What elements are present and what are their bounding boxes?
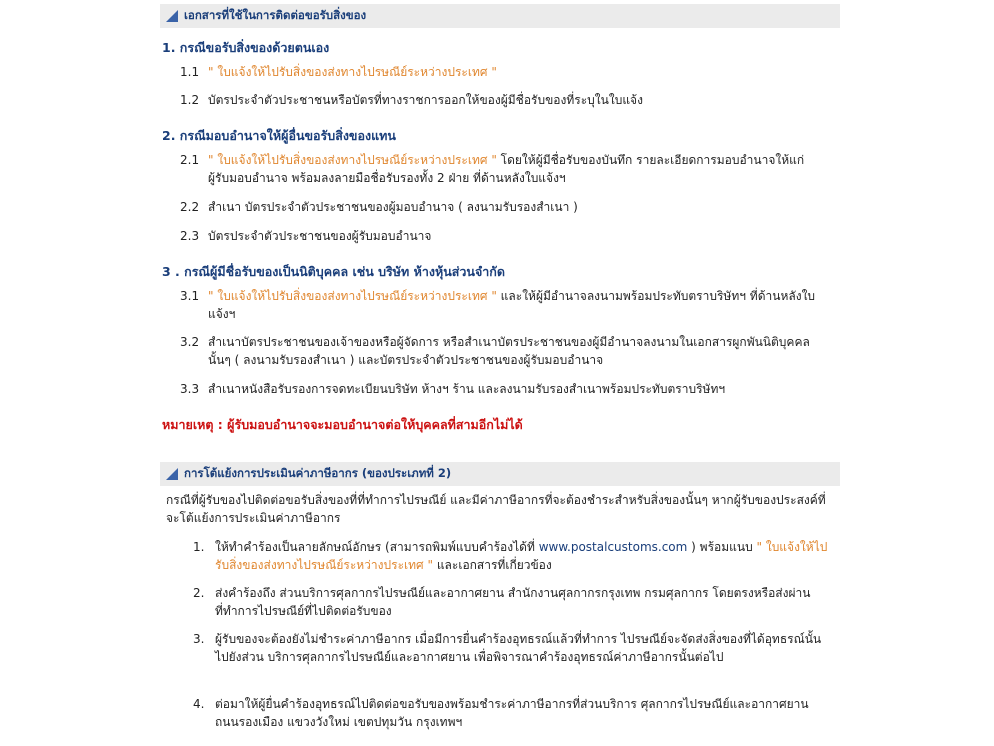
item-number: 2.1 [180,153,200,167]
appeal-step-3 [193,630,833,666]
case2-item3 [180,227,830,245]
item-number: 3.2 [180,335,200,349]
step-text: ผู้รับของจะต้องยังไม่ชำระค่าภาษีอากร เมื่อมีการยื่นคำร้องอุทธรณ์แล้วที่ทำการ ไปรษณีย์จะจัดส่งสิ่งของที่ได้อุทธรณ์นั้น ไปยังส่วน บริการศุลกากรไปรษณีย์และอากาศยาน เพื่อพิจารณาคำร้องอุทธรณ์ค่าภาษีอากรนั้นต่อไป [215,632,822,664]
item-text: บัตรประจำตัวประชาชนหรือบัตรที่ทางราชการออกให้ของผู้มีชื่อรับของที่ระบุในใบแจ้ง [208,93,643,107]
step-number: 1. [193,540,205,554]
notice-form-name: " ใบแจ้งให้ไปรับสิ่งของส่งทางไปรษณีย์ระหว่างประเทศ " [208,289,497,303]
case3-item2 [180,333,830,369]
corner-arrow-icon [166,10,178,22]
section2-intro: กรณีที่ผู้รับของไปติดต่อขอรับสิ่งของที่ที่ทำการไปรษณีย์ และมีค่าภาษีอากรที่จะต้องชำระสำหรับสิ่งของนั้นๆ หากผู้รับของประสงค์ที่จะโต้แย้งการประเมินค่าภาษีอากร [166,493,826,525]
item-number: 1.1 [180,65,200,79]
step-text: ส่งคำร้องถึง ส่วนบริการศุลกากรไปรษณีย์และอากาศยาน สำนักงานศุลกากรกรุงเทพ กรมศุลกากร โดยตรงหรือส่งผ่านที่ทำการไปรษณีย์ที่ไปติดต่อรับของ [215,586,811,618]
section2-title: การโต้แย้งการประเมินค่าภาษีอากร (ของประเภทที่ 2) [184,466,452,480]
item-text: และให้ผู้มีอำนาจลงนามพร้อมประทับตราบริษัทฯ ที่ด้านหลังใบแจ้งฯ [208,289,816,321]
step-text-post: และเอกสารที่เกี่ยวข้อง [433,558,552,572]
case3-item3 [180,380,830,398]
notice-form-name: " ใบแจ้งให้ไปรับสิ่งของส่งทางไปรษณีย์ระหว่างประเทศ " [215,540,828,572]
item-number: 2.3 [180,229,200,243]
step-text: ต่อมาให้ผู้ยื่นคำร้องอุทธรณ์ไปติดต่อขอรับของพร้อมชำระค่าภาษีอากรที่ส่วนบริการ ศุลกากรไปรษณีย์และอากาศยาน ถนนรองเมือง แขวงวังใหม่ เขตปทุมวัน กรุงเทพฯ [215,697,809,729]
case3-heading: 3 . กรณีผู้มีชื่อรับของเป็นนิติบุคคล เช่น บริษัท ห้างหุ้นส่วนจำกัด [162,264,505,279]
case3-item1 [180,287,830,323]
remark-note: หมายเหตุ : ผู้รับมอบอำนาจจะมอบอำนาจต่อให้บุคคลที่สามอีกไม่ได้ [162,417,523,432]
item-text: สำเนาบัตรประชาชนของเจ้าของหรือผู้จัดการ หรือสำเนาบัตรประชาชนของผู้มีอำนาจลงนามในเอกสารผูกพันนิติบุคคลนั้นๆ ( ลงนามรับรองสำเนา ) และบัตรประจำตัวประชาชนของผู้รับมอบอำนาจ [208,335,810,367]
item-text: สำเนาหนังสือรับรองการจดทะเบียนบริษัท ห้างฯ ร้าน และลงนามรับรองสำเนาพร้อมประทับตราบริษัทฯ [208,382,726,396]
notice-form-name: " ใบแจ้งให้ไปรับสิ่งของส่งทางไปรษณีย์ระหว่างประเทศ " [208,65,497,79]
item-number: 1.2 [180,93,200,107]
step-number: 4. [193,697,205,711]
item-number: 2.2 [180,200,200,214]
notice-form-name: " ใบแจ้งให้ไปรับสิ่งของส่งทางไปรษณีย์ระหว่างประเทศ " [208,153,497,167]
item-text: บัตรประจำตัวประชาชนของผู้รับมอบอำนาจ [208,229,432,243]
case2-item1 [180,151,810,187]
corner-arrow-icon [166,468,178,480]
section1-title: เอกสารที่ใช้ในการติดต่อขอรับสิ่งของ [184,8,367,22]
appeal-step-1 [193,538,833,574]
item-text: โดยให้ผู้มีชื่อรับของบันทึก รายละเอียดการมอบอำนาจให้แก่ผู้รับมอบอำนาจ พร้อมลงลายมือชื่อรับรองทั้ง 2 ฝ่าย ที่ด้านหลังใบแจ้งฯ [208,153,805,185]
case1-item1 [180,63,830,81]
step-number: 3. [193,632,205,646]
case1-heading: 1. กรณีขอรับสิ่งของด้วยตนเอง [162,40,330,55]
section1-header [160,4,840,28]
postalcustoms-link[interactable]: www.postalcustoms.com [538,540,688,554]
case1-item2 [180,91,830,109]
step-text-mid: ) พร้อมแนบ [687,540,757,554]
section2-header [160,462,840,486]
appeal-step-4 [193,695,833,731]
step-text: ให้ทำคำร้องเป็นลายลักษณ์อักษร (สามารถพิมพ์แบบคำร้องได้ที่ [215,540,539,554]
item-number: 3.1 [180,289,200,303]
case2-heading: 2. กรณีมอบอำนาจให้ผู้อื่นขอรับสิ่งของแทน [162,128,396,143]
appeal-step-2 [193,584,833,620]
item-text: สำเนา บัตรประจำตัวประชาชนของผู้มอบอำนาจ ( ลงนามรับรองสำเนา ) [208,200,578,214]
item-number: 3.3 [180,382,200,396]
case2-item2 [180,198,830,216]
step-number: 2. [193,586,205,600]
